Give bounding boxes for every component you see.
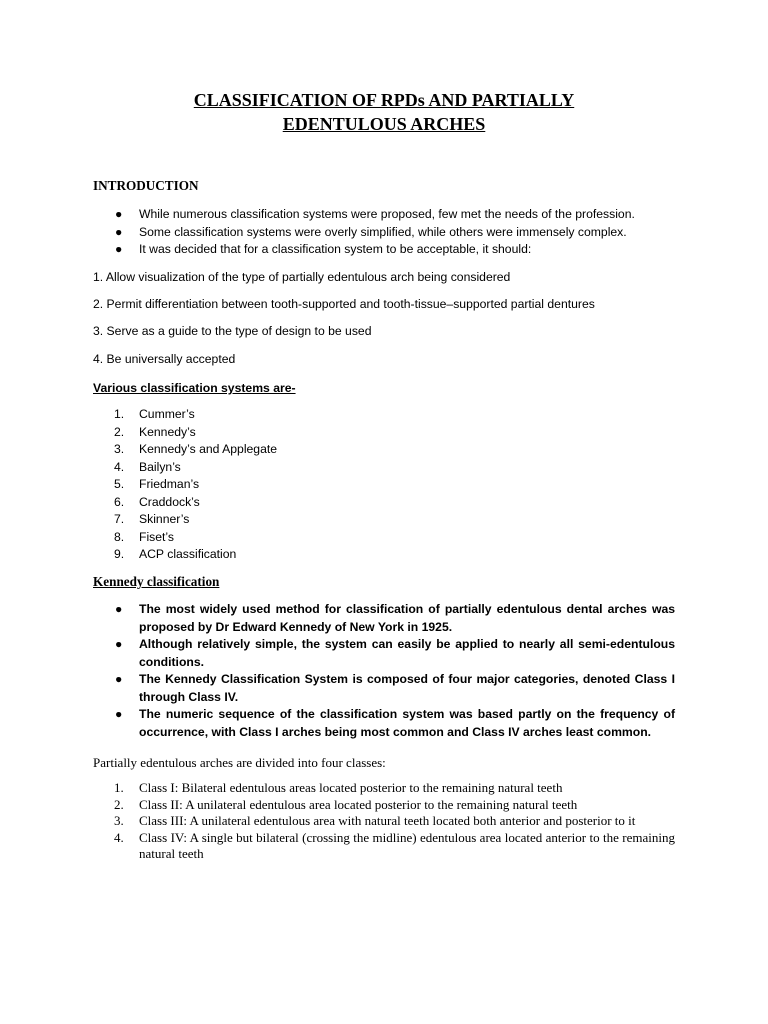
document-title bbox=[0, 88, 768, 136]
bullet-icon: ● bbox=[115, 707, 123, 721]
classification-systems-list bbox=[93, 406, 675, 564]
criterion-3: 3. Serve as a guide to the type of design to be used bbox=[93, 324, 372, 338]
introduction-heading: INTRODUCTION bbox=[93, 178, 199, 193]
list-item: ● The most widely used method for classification of partially edentulous dental arches was proposed by Dr Edward Kennedy of New York in 1925. bbox=[115, 602, 675, 634]
list-item: 2. Kennedy’s bbox=[114, 424, 196, 439]
list-item: 6. Craddock’s bbox=[114, 494, 200, 509]
title-line-1: CLASSIFICATION OF RPDs AND PARTIALLY bbox=[193, 90, 575, 110]
title-line-2: EDENTULOUS ARCHES bbox=[282, 114, 486, 134]
bullet-icon: ● bbox=[115, 207, 123, 221]
list-item: ● Some classification systems were overly simplified, while others were immensely complex. bbox=[93, 224, 675, 242]
list-item: 1. Class I: Bilateral edentulous areas located posterior to the remaining natural teeth bbox=[114, 780, 563, 795]
list-item: 5. Friedman’s bbox=[114, 477, 200, 491]
criterion-4: 4. Be universally accepted bbox=[93, 352, 236, 366]
list-item: 2. Class II: A unilateral edentulous area located posterior to the remaining natural teeth bbox=[114, 796, 578, 812]
list-item: ● While numerous classification systems were proposed, few met the needs of the profession. bbox=[93, 206, 675, 224]
list-item: ● The Kennedy Classification System is composed of four major categories, denoted Class I through Class IV. bbox=[115, 672, 675, 704]
list-item: 4. Class IV: A single but bilateral (crossing the midline) edentulous area located anterior to the remaining natural teeth bbox=[114, 829, 675, 861]
list-item: 8. Fiset’s bbox=[114, 529, 174, 544]
list-item: 4. Bailyn’s bbox=[114, 459, 181, 474]
list-item: ● The numeric sequence of the classification system was based partly on the frequency of occurrence, with Class I arches being most common and Class IV arches least common. bbox=[115, 707, 675, 739]
bullet-icon: ● bbox=[115, 602, 123, 616]
list-item: 3. Class III: A unilateral edentulous area with natural teeth located both anterior and posterior to it bbox=[114, 813, 636, 828]
bullet-icon: ● bbox=[115, 672, 123, 686]
bullet-icon: ● bbox=[115, 242, 123, 256]
list-item: 1. Cummer’s bbox=[114, 407, 195, 421]
bullet-icon: ● bbox=[115, 637, 123, 651]
list-item: 9. ACP classification bbox=[114, 547, 237, 561]
kennedy-classification-heading: Kennedy classification bbox=[93, 574, 220, 589]
kennedy-bullet-list bbox=[93, 601, 675, 741]
list-item: ● Although relatively simple, the system can easily be applied to nearly all semi-edentulous conditions. bbox=[115, 637, 675, 669]
list-item: ● It was decided that for a classification system to be acceptable, it should: bbox=[93, 241, 675, 259]
classes-intro: Partially edentulous arches are divided into four classes: bbox=[93, 755, 386, 770]
classification-systems-heading: Various classification systems are- bbox=[93, 381, 296, 395]
kennedy-classes-list bbox=[93, 780, 675, 863]
introduction-bullet-list bbox=[93, 206, 675, 259]
list-item: 7. Skinner’s bbox=[114, 512, 190, 526]
list-item: 3. Kennedy’s and Applegate bbox=[114, 442, 278, 456]
criterion-2: 2. Permit differentiation between tooth-supported and tooth-tissue–supported partial dentures bbox=[93, 297, 595, 311]
criterion-1: 1. Allow visualization of the type of partially edentulous arch being considered bbox=[93, 270, 511, 284]
bullet-icon: ● bbox=[115, 224, 123, 239]
